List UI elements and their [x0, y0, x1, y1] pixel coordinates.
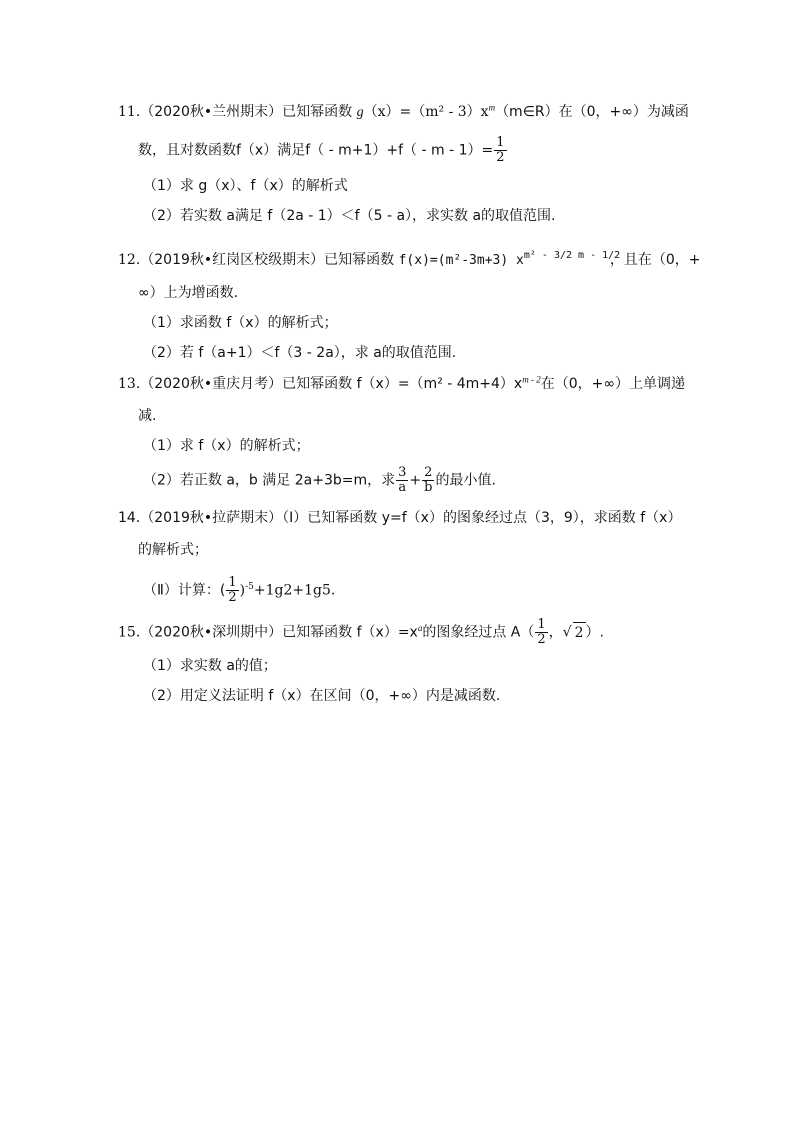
problem-number: 11.	[118, 104, 141, 120]
problem-14-question-2: （Ⅱ）计算：( $\frac{1}{2}$ )$^{-5}$+1g2+1g5.	[143, 575, 336, 605]
problem-13-question-1: （1）求 f（x）的解析式；	[143, 438, 310, 454]
problem-11-question-1: （1）求 g（x）、f（x）的解析式	[143, 178, 348, 194]
fraction-2-over-b: $\frac{2}{b}$	[424, 465, 433, 495]
problem-15-stem-line1: 15.（2020秋•深圳期中）已知幂函数 $f(x)=x^a$的图象经过点 A（ $\frac{1}{2}$ ，√ 2 ）.	[118, 617, 604, 647]
problem-12-question-2: （2）若 f（a+1）＜f（3 - 2a），求 a的取值范围.	[143, 345, 457, 361]
problem-13-question-2: （2）若正数 a，b 满足 2a+3b=m，求 $\frac{3}{a}$ + $\frac{2}{b}$ 的最小值.	[143, 465, 496, 495]
problem-source: （2020秋•兰州期末）	[140, 104, 283, 120]
problem-12-stem-line2: ∞）上为增函数.	[138, 285, 239, 301]
problem-13-stem-line2: 减.	[138, 408, 157, 424]
power-function-formula: f(x)=(m²-3m+3) x	[398, 253, 524, 268]
problem-11-question-2: （2）若实数 a满足 f（2a - 1）＜f（5 - a），求实数 a的取值范围.	[143, 208, 556, 224]
problem-15-question-2: （2）用定义法证明 f（x）在区间（0，+∞）内是减函数.	[143, 688, 501, 704]
fraction-one-half: $\frac{1}{2}$	[496, 135, 505, 165]
problem-11-stem-line1: 11.（2020秋•兰州期末）已知幂函数 $g(x)=(m^2 - 3)x^m(m\in R)$在（0，+∞）为减函	[118, 102, 689, 120]
problem-12-stem-line1: 12.（2019秋•红岗区校级期末）已知幂函数 f(x)=(m²-3m+3) x m² - 3/2 m - 1/2 ，且在（0，+	[118, 250, 701, 268]
sqrt-radicand: 2	[573, 622, 586, 643]
fraction-one-half: $\frac{1}{2}$	[537, 617, 546, 647]
fraction-one-half: $\frac{1}{2}$	[228, 575, 237, 605]
problem-14-stem-line1: 14.（2019秋•拉萨期末）（Ⅰ）已知幂函数 y=f（x）的图象经过点（3，9），求函数 f（x）	[118, 510, 682, 526]
problem-13-stem-line1: 13.（2020秋•重庆月考）已知幂函数 $f(x)=(m^2 - 4m+4)x^{m - 2}$在（0，+∞）上单调递	[118, 374, 686, 392]
sqrt-symbol: √	[562, 624, 572, 641]
problem-15-question-1: （1）求实数 a的值；	[143, 658, 277, 674]
fraction-3-over-a: $\frac{3}{a}$	[398, 465, 407, 495]
problem-11-stem-line2: 数，且对数函数f（x）满足f（ - m+1）+f（ - m - 1）= $\frac{1}{2}$	[138, 135, 505, 165]
problem-14-stem-line2: 的解析式；	[138, 542, 208, 558]
problem-12-question-1: （1）求函数 f（x）的解析式；	[143, 315, 338, 331]
